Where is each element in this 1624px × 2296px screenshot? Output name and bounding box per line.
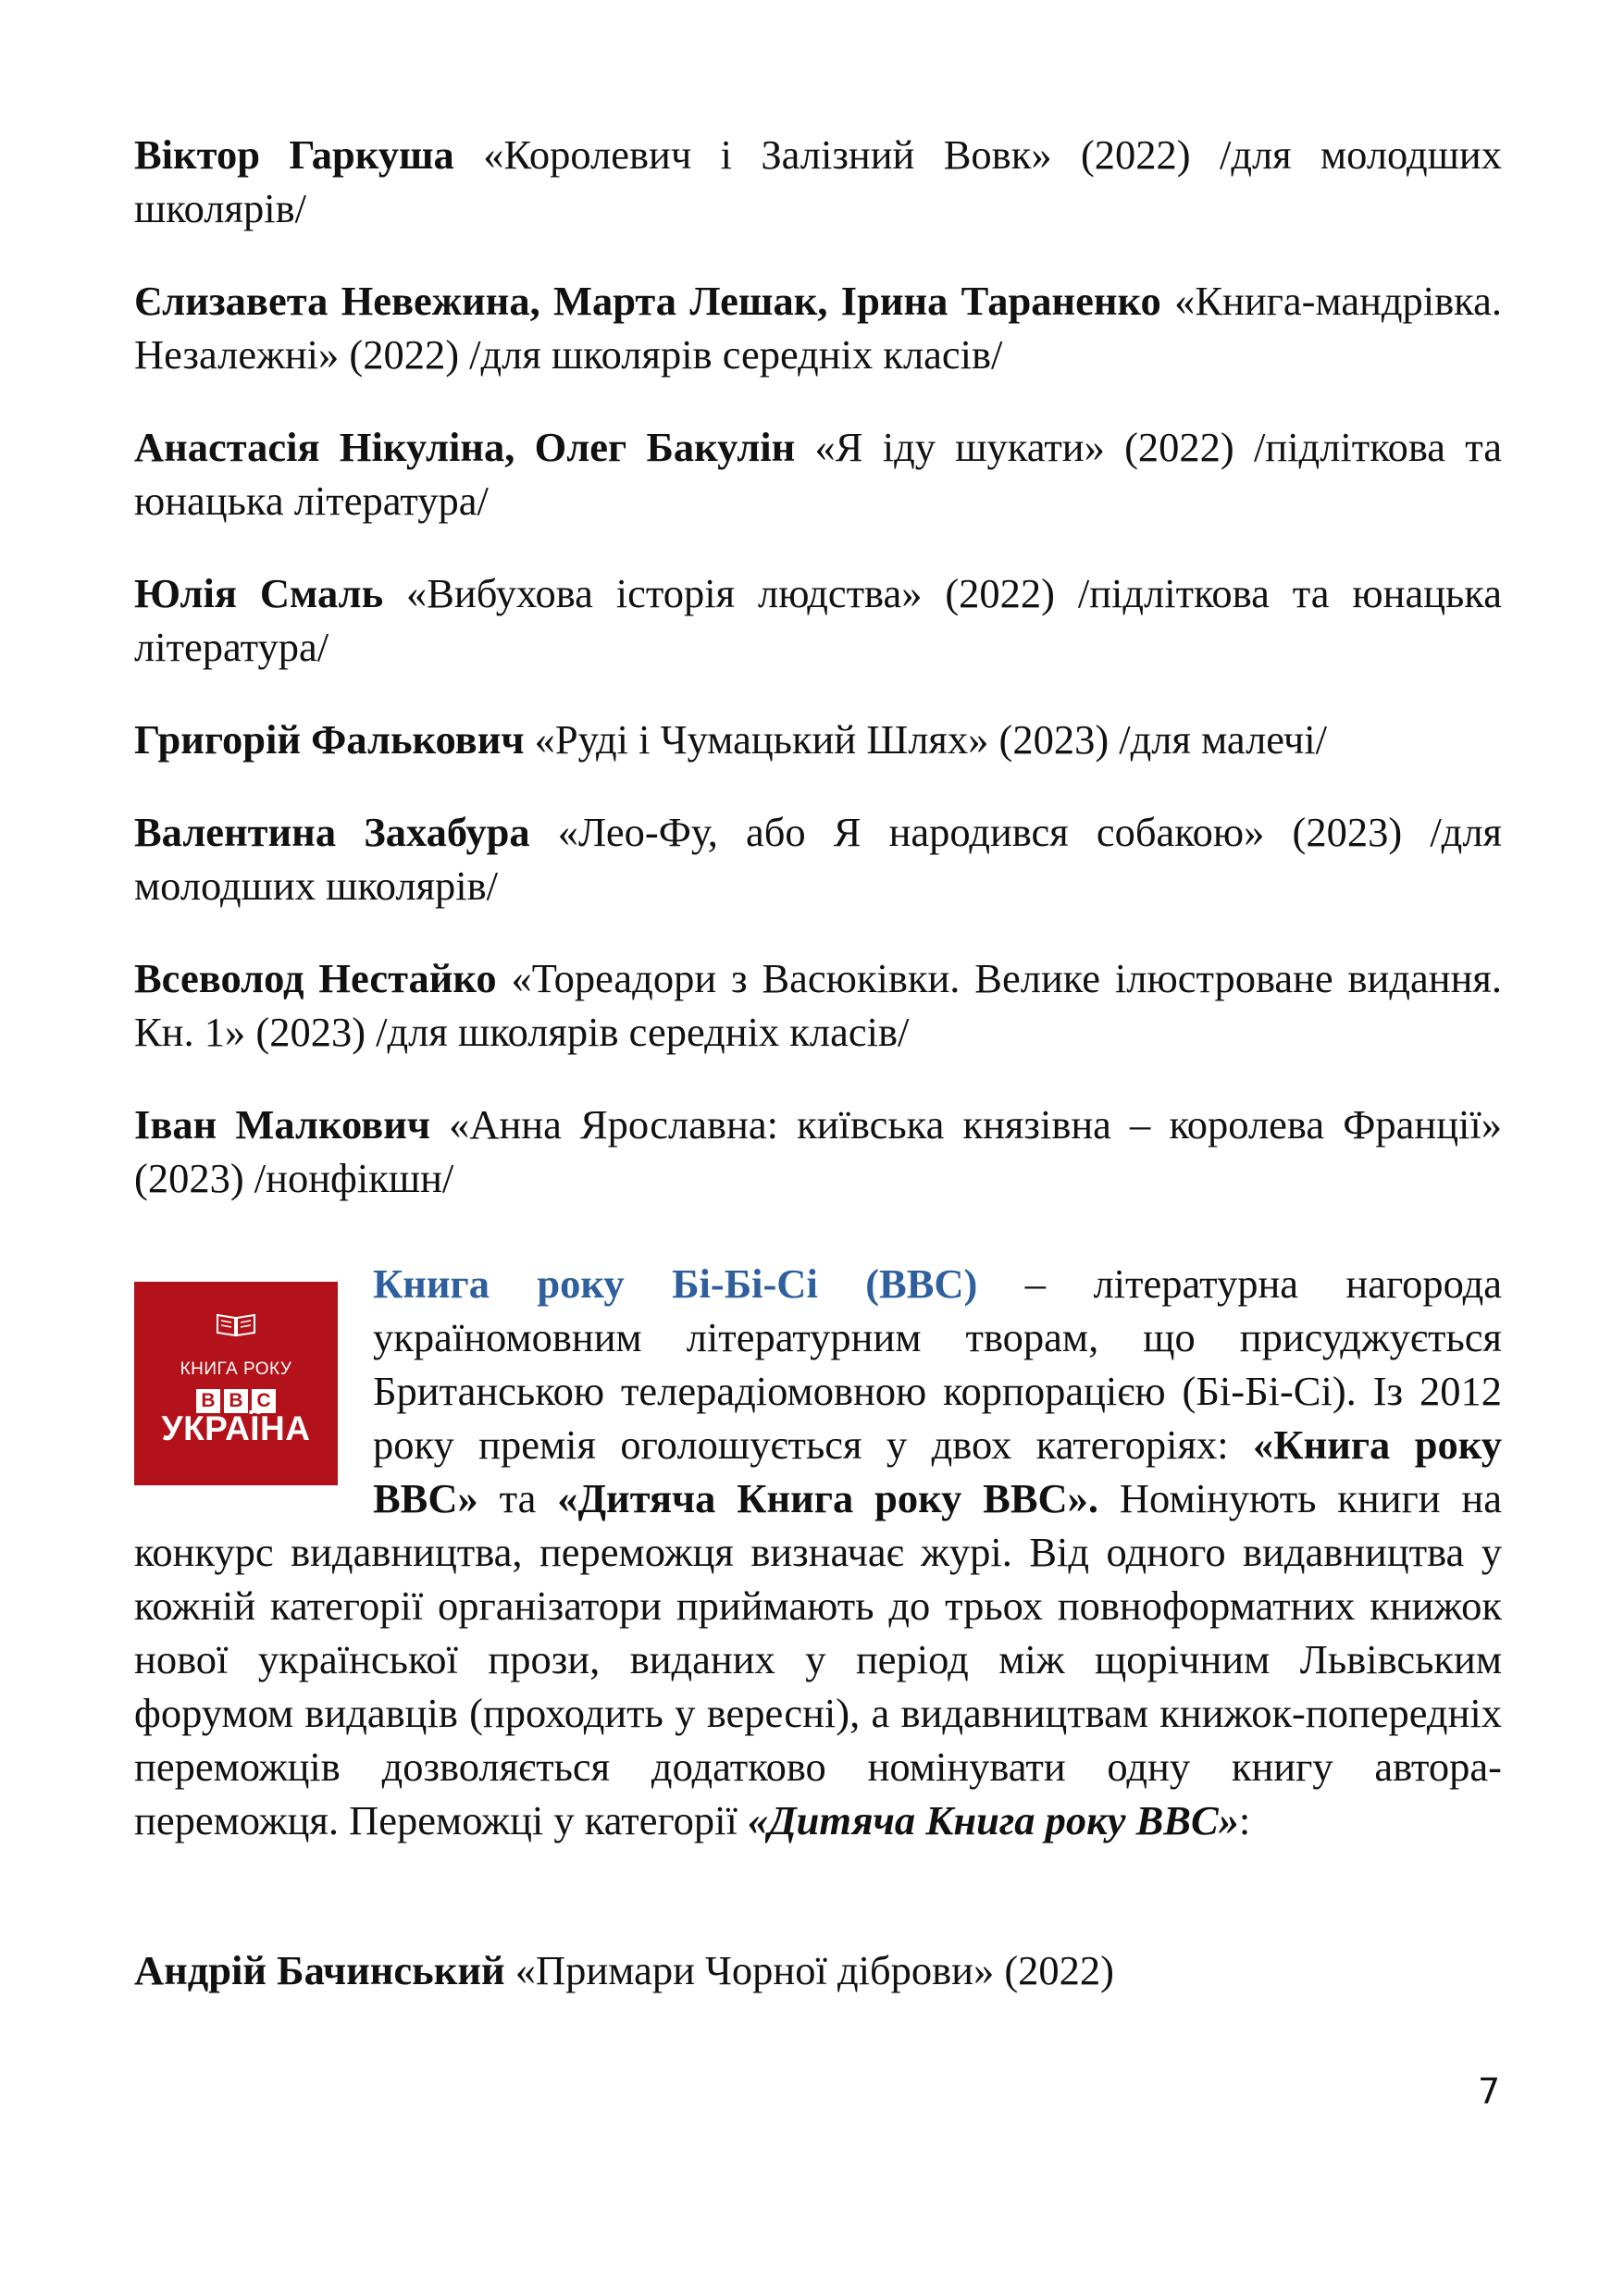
logo-line-ukraine: УКРАЇНА [161, 1409, 311, 1447]
award-description [134, 1257, 1502, 1847]
book-info: «Руді і Чумацький Шлях» (2023) /для малечі/ [524, 716, 1328, 763]
award-category-emphasis: «Дитяча Книга року BBC» [748, 1797, 1239, 1843]
book-info: «Книга-мандрівка. Незалежні» (2022) /для школярів середніх класів/ [134, 278, 1502, 378]
list-item [134, 805, 1502, 912]
bbc-book-of-year-logo [134, 1282, 338, 1485]
list-item [134, 128, 1502, 235]
author-name: Іван Малкович [134, 1101, 430, 1148]
author-name: Анастасія Нікуліна, Олег Бакулін [134, 424, 796, 470]
book-info: «Королевич і Залізний Вовк» (2022) /для молодших школярів/ [134, 131, 1502, 231]
list-item [134, 420, 1502, 527]
author-name: Віктор Гаркуша [134, 131, 454, 178]
book-info: «Лео-Фу, або Я народився собакою» (2023) /для молодших школярів/ [134, 809, 1503, 909]
author-name: Валентина Захабура [134, 809, 530, 855]
bbc-letter-block: B [196, 1389, 220, 1413]
book-info: «Вибухова історія людства» (2022) /підліткова та юнацька література/ [134, 570, 1502, 670]
award-text: Номінують книги на конкурс видавництва, переможця визначає журі. Від одного видавництва у кожній категорії організатори приймають до трьох повноформатних книжок нової української прози, виданих у період між щорічним Львівським форумом видавців (проходить у вересні), а видавництвам книжок-попередніх переможців дозволяється додатково номінувати одну книгу автора-переможця. Переможці у категорії [134, 1475, 1502, 1843]
open-book-icon [216, 1311, 256, 1337]
author-name: Єлизавета Невежина, Марта Лешак, Ірина Тараненко [134, 278, 1161, 324]
list-item [134, 951, 1502, 1059]
author-name: Григорій Фалькович [134, 716, 525, 763]
list-item [134, 1943, 1502, 1997]
book-info: «Анна Ярославна: київська князівна – королева Франції» (2023) /нонфікшн/ [134, 1101, 1503, 1201]
list-item [134, 1098, 1502, 1205]
logo-line-book-of-year: КНИГА РОКУ [180, 1359, 292, 1379]
award-text: : [1238, 1797, 1251, 1843]
bbc-letter-block: B [224, 1389, 248, 1413]
author-name: Юлія Смаль [134, 570, 384, 616]
list-item [134, 566, 1502, 674]
book-info: «Тореадори з Васюківки. Велике ілюстроване видання. Кн. 1» (2023) /для школярів середніх класів/ [134, 955, 1502, 1055]
book-info: «Примари Чорної діброви» (2022) [504, 1947, 1114, 1993]
list-item [134, 274, 1502, 381]
book-list [134, 128, 1502, 1244]
bbc-letter-block: C [252, 1389, 276, 1413]
award-title: Книга року Бі-Бі-Сі (BBC) [373, 1260, 978, 1307]
author-name: Андрій Бачинський [134, 1947, 505, 1993]
author-name: Всеволод Нестайко [134, 955, 497, 1001]
list-item [134, 713, 1502, 766]
award-category: «Книга року BBC» [373, 1421, 1502, 1521]
award-category: «Дитяча Книга року BBC». [557, 1475, 1099, 1521]
award-text: – літературна нагорода україномовним літературним творам, що присуджується Британською телерадіомовною корпорацією (Бі-Бі-Сі). Із 2012 року премія оголошується у двох категоріях: [373, 1260, 1502, 1468]
award-text: та [477, 1475, 558, 1521]
page-number: 7 [1478, 2071, 1501, 2112]
book-info: «Я іду шукати» (2022) /підліткова та юнацька література/ [134, 424, 1503, 524]
